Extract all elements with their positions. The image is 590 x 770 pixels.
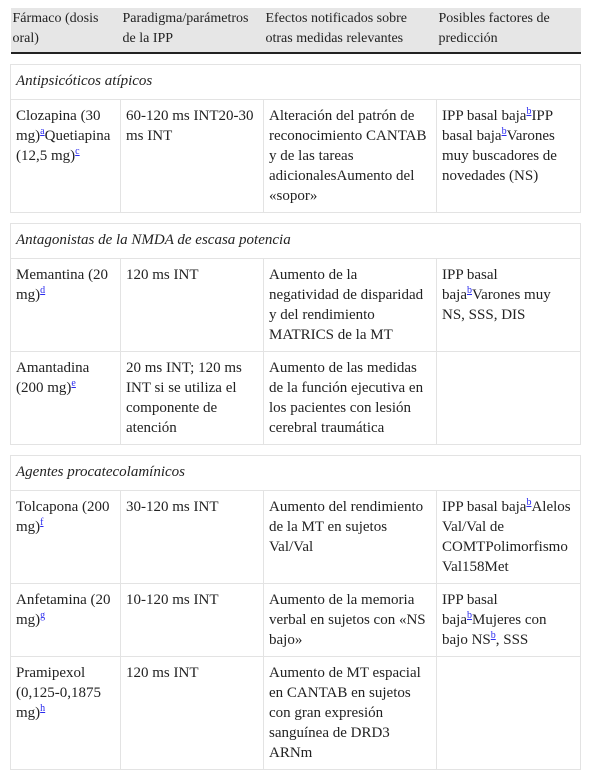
predictors-cell bbox=[437, 259, 581, 352]
footnote-link[interactable]: f bbox=[40, 517, 44, 528]
cell-text: Anfetamina (20 mg) bbox=[16, 592, 111, 628]
spacer-row bbox=[11, 213, 581, 224]
footnote-link[interactable]: g bbox=[40, 610, 46, 621]
header-predictors: Posibles factores de predicción bbox=[437, 8, 581, 53]
cell-text: IPP basal baja bbox=[442, 108, 553, 144]
predictors-cell bbox=[437, 584, 581, 657]
spacer-row bbox=[11, 445, 581, 456]
paradigm-cell: 30-120 ms INT bbox=[121, 491, 264, 584]
section-title: Antipsicóticos atípicos bbox=[11, 65, 581, 100]
table-container bbox=[10, 8, 580, 770]
table-row bbox=[11, 352, 581, 445]
cell-text: Memantina (20 mg) bbox=[16, 267, 109, 303]
cell-text: IPP basal baja bbox=[442, 592, 498, 628]
header-paradigm: Paradigma/parámetros de la IPP bbox=[121, 8, 264, 53]
section-title: Antagonistas de la NMDA de escasa potencia bbox=[11, 224, 581, 259]
cell-text: Varones muy NS, SSS, DIS bbox=[442, 287, 551, 323]
cell-text: Varones muy buscadores de novedades (NS) bbox=[442, 128, 557, 184]
spacer-row bbox=[11, 53, 581, 65]
cell-text: IPP basal baja bbox=[442, 267, 498, 303]
cell-text: IPP basal baja bbox=[442, 108, 527, 124]
predictors-cell bbox=[437, 352, 581, 445]
header-drug: Fármaco (dosis oral) bbox=[11, 8, 121, 53]
table-row bbox=[11, 491, 581, 584]
cell-text: Amantadina (200 mg) bbox=[16, 360, 90, 396]
section-row bbox=[11, 224, 581, 259]
cell-text: Quetiapina (12,5 mg) bbox=[16, 128, 111, 164]
drug-cell bbox=[11, 584, 121, 657]
footnote-link[interactable]: b bbox=[526, 106, 532, 117]
effects-cell: Alteración del patrón de reconocimiento CANTAB y de las tareas adicionalesAumento del «sopor» bbox=[264, 100, 437, 213]
cell-text: , SSS bbox=[495, 632, 529, 648]
table-row bbox=[11, 259, 581, 352]
cell-text: Alelos Val/Val de COMTPolimorfismo Val158Met bbox=[442, 499, 571, 575]
header-row bbox=[11, 8, 581, 53]
paradigm-cell: 20 ms INT; 120 ms INT si se utiliza el componente de atención bbox=[121, 352, 264, 445]
cell-text: Clozapina (30 mg) bbox=[16, 108, 101, 144]
footnote-link[interactable]: d bbox=[40, 285, 46, 296]
table-row bbox=[11, 584, 581, 657]
paradigm-cell: 60-120 ms INT20-30 ms INT bbox=[121, 100, 264, 213]
effects-cell: Aumento de las medidas de la función ejecutiva en los pacientes con lesión cerebral traumática bbox=[264, 352, 437, 445]
effects-cell: Aumento de la negatividad de disparidad y del rendimiento MATRICS de la MT bbox=[264, 259, 437, 352]
drug-cell bbox=[11, 352, 121, 445]
cell-text: Tolcapona (200 mg) bbox=[16, 499, 110, 535]
footnote-link[interactable]: b bbox=[466, 285, 472, 296]
predictors-cell bbox=[437, 100, 581, 213]
paradigm-cell: 120 ms INT bbox=[121, 657, 264, 770]
spacer-cell bbox=[11, 53, 581, 65]
header-effects: Efectos notificados sobre otras medidas relevantes bbox=[264, 8, 437, 53]
drug-table bbox=[10, 8, 581, 770]
footnote-link[interactable]: b bbox=[490, 630, 496, 641]
effects-cell: Aumento del rendimiento de la MT en sujetos Val/Val bbox=[264, 491, 437, 584]
footnote-link[interactable]: c bbox=[75, 146, 80, 157]
footnote-link[interactable]: b bbox=[526, 497, 532, 508]
cell-text: Mujeres con bajo NS bbox=[442, 612, 547, 648]
section-row bbox=[11, 456, 581, 491]
section-row bbox=[11, 65, 581, 100]
spacer-cell bbox=[11, 213, 581, 224]
cell-text: IPP basal baja bbox=[442, 499, 527, 515]
footnote-link[interactable]: h bbox=[40, 703, 46, 714]
table-body bbox=[11, 53, 581, 770]
cell-text: Pramipexol (0,125-0,1875 mg) bbox=[16, 665, 101, 721]
table-row bbox=[11, 100, 581, 213]
drug-cell bbox=[11, 100, 121, 213]
footnote-link[interactable]: e bbox=[71, 378, 76, 389]
drug-cell bbox=[11, 491, 121, 584]
footnote-link[interactable]: b bbox=[501, 126, 507, 137]
drug-cell bbox=[11, 259, 121, 352]
footnote-link[interactable]: a bbox=[40, 126, 45, 137]
spacer-cell bbox=[11, 445, 581, 456]
section-title: Agentes procatecolamínicos bbox=[11, 456, 581, 491]
effects-cell: Aumento de MT espacial en CANTAB en sujetos con gran expresión sanguínea de DRD3 ARNm bbox=[264, 657, 437, 770]
table-header bbox=[11, 8, 581, 53]
effects-cell: Aumento de la memoria verbal en sujetos con «NS bajo» bbox=[264, 584, 437, 657]
paradigm-cell: 120 ms INT bbox=[121, 259, 264, 352]
predictors-cell bbox=[437, 491, 581, 584]
footnote-link[interactable]: b bbox=[466, 610, 472, 621]
paradigm-cell: 10-120 ms INT bbox=[121, 584, 264, 657]
